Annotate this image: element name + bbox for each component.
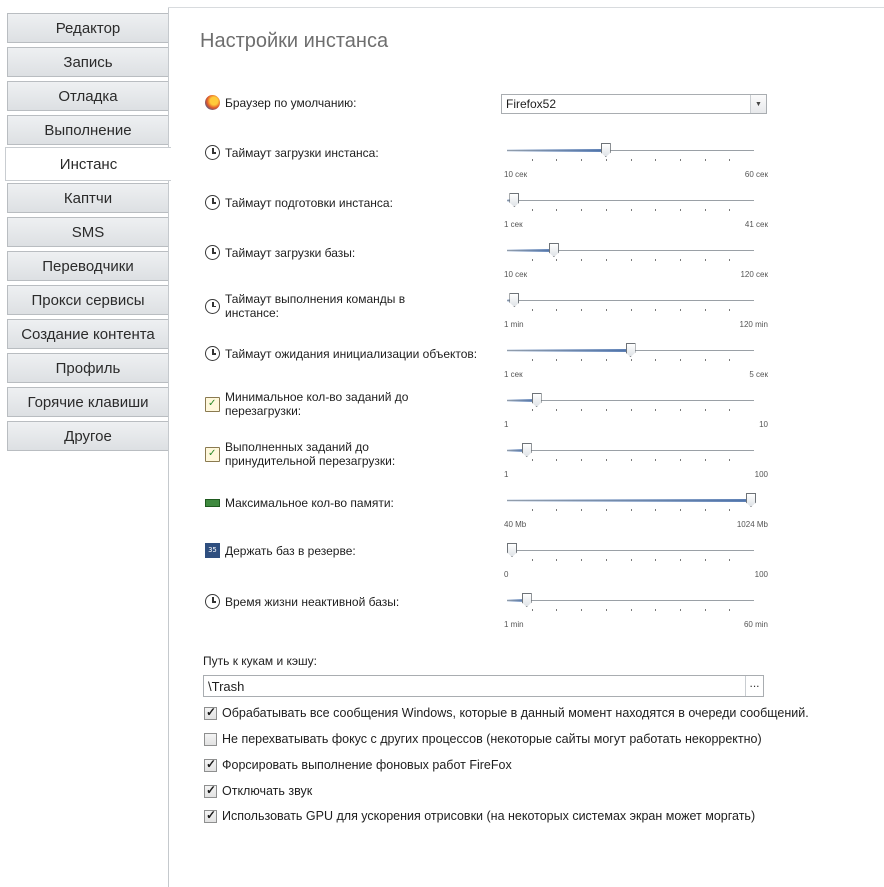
- slider-max-label: 1024 Mb: [736, 520, 768, 529]
- slider-tick: [705, 609, 706, 611]
- slider-tick: [705, 159, 706, 161]
- slider-thumb[interactable]: [522, 593, 532, 607]
- slider-tick: [680, 209, 681, 211]
- slider-max-label: 5 сек: [749, 370, 768, 379]
- slider[interactable]: [504, 591, 768, 629]
- slider-track: [507, 400, 754, 401]
- clock-icon: [205, 245, 220, 260]
- slider-thumb[interactable]: [626, 343, 636, 357]
- slider-tick: [556, 309, 557, 311]
- slider-fill: [507, 249, 554, 252]
- slider[interactable]: [504, 391, 768, 429]
- slider-tick: [631, 509, 632, 511]
- slider-thumb[interactable]: [509, 293, 519, 307]
- tab-sms[interactable]: SMS: [7, 217, 169, 247]
- slider[interactable]: [504, 441, 768, 479]
- slider-tick: [631, 259, 632, 261]
- slider-tick: [532, 609, 533, 611]
- slider-tick: [556, 409, 557, 411]
- slider-track: [507, 200, 754, 201]
- slider-tick: [556, 209, 557, 211]
- tab-editor[interactable]: Редактор: [7, 13, 169, 43]
- tab-execution[interactable]: Выполнение: [7, 115, 169, 145]
- slider-tick: [532, 159, 533, 161]
- slider-tick: [581, 259, 582, 261]
- checkbox[interactable]: [204, 759, 217, 772]
- slider-tick: [532, 509, 533, 511]
- checkbox-label: Не перехватывать фокус с других процессов (некоторые сайты могут работать некорректно): [222, 732, 762, 746]
- slider-max-label: 120 min: [739, 320, 768, 329]
- slider-tick: [532, 409, 533, 411]
- checkbox[interactable]: [204, 785, 217, 798]
- slider-tick: [680, 609, 681, 611]
- slider-max-label: 10: [759, 420, 768, 429]
- slider-track: [507, 600, 754, 601]
- slider-tick: [705, 409, 706, 411]
- slider-tick: [729, 459, 730, 461]
- slider-tick: [606, 159, 607, 161]
- slider-tick: [532, 259, 533, 261]
- slider-tick: [705, 459, 706, 461]
- slider-tick: [729, 309, 730, 311]
- slider-min-label: 10 сек: [504, 170, 528, 179]
- checkbox-label: Отключать звук: [222, 784, 313, 798]
- slider-tick: [556, 559, 557, 561]
- slider-tick: [705, 259, 706, 261]
- slider-tick: [631, 409, 632, 411]
- slider-track: [507, 550, 754, 551]
- slider-tick: [631, 609, 632, 611]
- slider-tick: [655, 559, 656, 561]
- chevron-down-icon[interactable]: ▼: [750, 95, 766, 113]
- slider-max-label: 60 сек: [744, 170, 768, 179]
- slider-tick: [729, 159, 730, 161]
- slider-tick: [581, 509, 582, 511]
- slider-tick: [729, 359, 730, 361]
- slider[interactable]: [504, 491, 768, 529]
- slider-tick: [705, 359, 706, 361]
- slider-tick: [680, 559, 681, 561]
- slider-tick: [606, 559, 607, 561]
- slider-tick: [705, 309, 706, 311]
- slider-label: Держать баз в резерве:: [225, 543, 356, 558]
- slider-tick: [606, 459, 607, 461]
- slider-row-label: [205, 543, 356, 558]
- path-input[interactable]: [203, 675, 764, 697]
- checkbox-row[interactable]: [204, 809, 755, 823]
- slider-label: Таймаут ожидания инициализации объектов:: [225, 346, 478, 361]
- slider[interactable]: [504, 141, 768, 179]
- slider-row-label: [205, 496, 394, 510]
- slider-tick: [631, 459, 632, 461]
- slider-tick: [705, 209, 706, 211]
- slider-tick: [631, 359, 632, 361]
- slider-min-label: 1 сек: [504, 220, 523, 229]
- slider-fill: [507, 349, 631, 352]
- page-title: Настройки инстанса: [200, 30, 389, 52]
- slider-tick: [606, 609, 607, 611]
- slider-row-label: [205, 390, 415, 418]
- browser-select-value: Firefox52: [506, 97, 557, 111]
- browser-label: Браузер по умолчанию:: [225, 95, 357, 110]
- slider-tick: [556, 509, 557, 511]
- slider-tick: [581, 459, 582, 461]
- tab-profile[interactable]: Профиль: [7, 353, 169, 383]
- slider-tick: [556, 609, 557, 611]
- slider-row-label: [205, 145, 379, 160]
- slider-tick: [680, 159, 681, 161]
- checkbox-label: Использовать GPU для ускорения отрисовки (на некоторых системах экран может моргать): [222, 809, 756, 823]
- slider-tick: [606, 409, 607, 411]
- slider-tick: [631, 209, 632, 211]
- slider[interactable]: [504, 341, 768, 379]
- memory-icon: [205, 499, 220, 507]
- tab-record[interactable]: Запись: [7, 47, 169, 77]
- slider-tick: [532, 309, 533, 311]
- checkbox-row[interactable]: [204, 732, 762, 746]
- slider[interactable]: [504, 541, 768, 579]
- slider-thumb[interactable]: [549, 243, 559, 257]
- checkbox-row[interactable]: [204, 706, 809, 720]
- slider-min-label: 1 min: [504, 620, 524, 629]
- slider-tick: [532, 559, 533, 561]
- checkbox-row[interactable]: [204, 758, 512, 772]
- slider-tick: [532, 359, 533, 361]
- slider[interactable]: [504, 191, 768, 229]
- slider-label: Таймаут загрузки базы:: [225, 245, 356, 260]
- slider-tick: [705, 509, 706, 511]
- slider-tick: [556, 459, 557, 461]
- slider-tick: [680, 259, 681, 261]
- browse-button[interactable]: ...: [745, 676, 763, 696]
- slider-tick: [680, 309, 681, 311]
- slider-tick: [606, 509, 607, 511]
- slider-min-label: 40 Mb: [504, 520, 527, 529]
- slider-min-label: 0: [504, 570, 509, 579]
- tab-proxy-services[interactable]: Прокси сервисы: [7, 285, 169, 315]
- checkbox[interactable]: [204, 707, 217, 720]
- slider-max-label: 100: [754, 470, 768, 479]
- database-icon: 35: [205, 543, 220, 558]
- clock-icon: [205, 346, 220, 361]
- slider-tick: [680, 459, 681, 461]
- slider-tick: [655, 259, 656, 261]
- slider-tick: [655, 309, 656, 311]
- slider-row-label: [205, 195, 393, 210]
- slider-tick: [655, 459, 656, 461]
- slider-tick: [655, 409, 656, 411]
- slider-thumb[interactable]: [509, 193, 519, 207]
- tab-debug[interactable]: Отладка: [7, 81, 169, 111]
- slider-tick: [631, 309, 632, 311]
- slider-tick: [729, 609, 730, 611]
- slider-thumb[interactable]: [522, 443, 532, 457]
- tab-other[interactable]: Другое: [7, 421, 169, 451]
- content-panel-border: [168, 7, 169, 887]
- slider-row-label: [205, 440, 420, 468]
- slider-tick: [606, 259, 607, 261]
- path-label: Путь к кукам и кэшу:: [203, 654, 317, 668]
- slider-min-label: 1: [504, 420, 509, 429]
- clipboard-icon: [205, 447, 220, 462]
- slider-tick: [655, 509, 656, 511]
- slider-tick: [705, 559, 706, 561]
- slider-tick: [729, 209, 730, 211]
- slider-tick: [729, 559, 730, 561]
- checkbox-label: Форсировать выполнение фоновых работ FireFox: [222, 758, 512, 772]
- checkbox-row[interactable]: [204, 784, 312, 798]
- slider-tick: [655, 609, 656, 611]
- slider-max-label: 100: [754, 570, 768, 579]
- slider-tick: [680, 509, 681, 511]
- tab-content-creation[interactable]: Создание контента: [7, 319, 169, 349]
- checkbox[interactable]: [204, 810, 217, 823]
- slider-tick: [655, 209, 656, 211]
- slider-tick: [655, 359, 656, 361]
- slider-min-label: 1: [504, 470, 509, 479]
- slider-tick: [556, 259, 557, 261]
- slider-tick: [532, 459, 533, 461]
- slider[interactable]: [504, 241, 768, 279]
- slider-tick: [581, 309, 582, 311]
- slider-label: Таймаут загрузки инстанса:: [225, 145, 379, 160]
- slider-tick: [581, 559, 582, 561]
- tab-instance[interactable]: Инстанс: [5, 147, 171, 181]
- slider-thumb[interactable]: [601, 143, 611, 157]
- slider-track: [507, 450, 754, 451]
- tab-captcha[interactable]: Каптчи: [7, 183, 169, 213]
- slider-tick: [606, 209, 607, 211]
- slider-max-label: 120 сек: [740, 270, 768, 279]
- tab-hotkeys[interactable]: Горячие клавиши: [7, 387, 169, 417]
- slider-min-label: 1 min: [504, 320, 524, 329]
- slider-row-label: [205, 594, 399, 609]
- slider-tick: [680, 409, 681, 411]
- content-panel-top-border: [168, 7, 884, 8]
- slider-row-label: [205, 292, 415, 320]
- slider-tick: [606, 309, 607, 311]
- clock-icon: [205, 299, 220, 314]
- slider-tick: [729, 409, 730, 411]
- slider-tick: [556, 359, 557, 361]
- slider-label: Таймаут выполнения команды в инстансе:: [225, 292, 406, 320]
- slider-row-label: [205, 346, 477, 361]
- slider-track: [507, 300, 754, 301]
- slider-min-label: 1 сек: [504, 370, 523, 379]
- browser-row-label: [205, 95, 357, 110]
- slider-fill: [507, 149, 606, 152]
- slider-label: Время жизни неактивной базы:: [225, 594, 400, 609]
- slider-tick: [581, 159, 582, 161]
- clipboard-icon: [205, 397, 220, 412]
- slider-thumb[interactable]: [532, 393, 542, 407]
- slider-tick: [729, 509, 730, 511]
- slider-tick: [581, 609, 582, 611]
- slider-tick: [606, 359, 607, 361]
- clock-icon: [205, 594, 220, 609]
- slider-max-label: 60 min: [743, 620, 768, 629]
- slider-tick: [532, 209, 533, 211]
- path-input-value[interactable]: \Trash: [208, 678, 245, 694]
- slider-tick: [631, 159, 632, 161]
- slider-label: Максимальное кол-во памяти:: [225, 496, 394, 510]
- slider-max-label: 41 сек: [744, 220, 768, 229]
- firefox-icon: [205, 95, 220, 110]
- slider-tick: [631, 559, 632, 561]
- slider-row-label: [205, 245, 355, 260]
- slider-min-label: 10 сек: [504, 270, 528, 279]
- slider-tick: [581, 359, 582, 361]
- slider-tick: [581, 409, 582, 411]
- slider-fill: [507, 499, 754, 502]
- slider-thumb[interactable]: [746, 493, 756, 507]
- slider-thumb[interactable]: [507, 543, 517, 557]
- slider-tick: [680, 359, 681, 361]
- slider-label: Таймаут подготовки инстанса:: [225, 195, 393, 210]
- slider-tick: [655, 159, 656, 161]
- slider-label: Минимальное кол-во заданий до перезагрузки:: [225, 390, 409, 418]
- checkbox[interactable]: [204, 733, 217, 746]
- browser-select[interactable]: [501, 94, 767, 114]
- clock-icon: [205, 145, 220, 160]
- tab-translators[interactable]: Переводчики: [7, 251, 169, 281]
- checkbox-label: Обрабатывать все сообщения Windows, которые в данный момент находятся в очереди сообщений.: [222, 706, 809, 720]
- slider-tick: [556, 159, 557, 161]
- slider-tick: [581, 209, 582, 211]
- clock-icon: [205, 195, 220, 210]
- slider-tick: [729, 259, 730, 261]
- slider[interactable]: [504, 291, 768, 329]
- slider-label: Выполненных заданий до принудительной перезагрузки:: [225, 440, 396, 468]
